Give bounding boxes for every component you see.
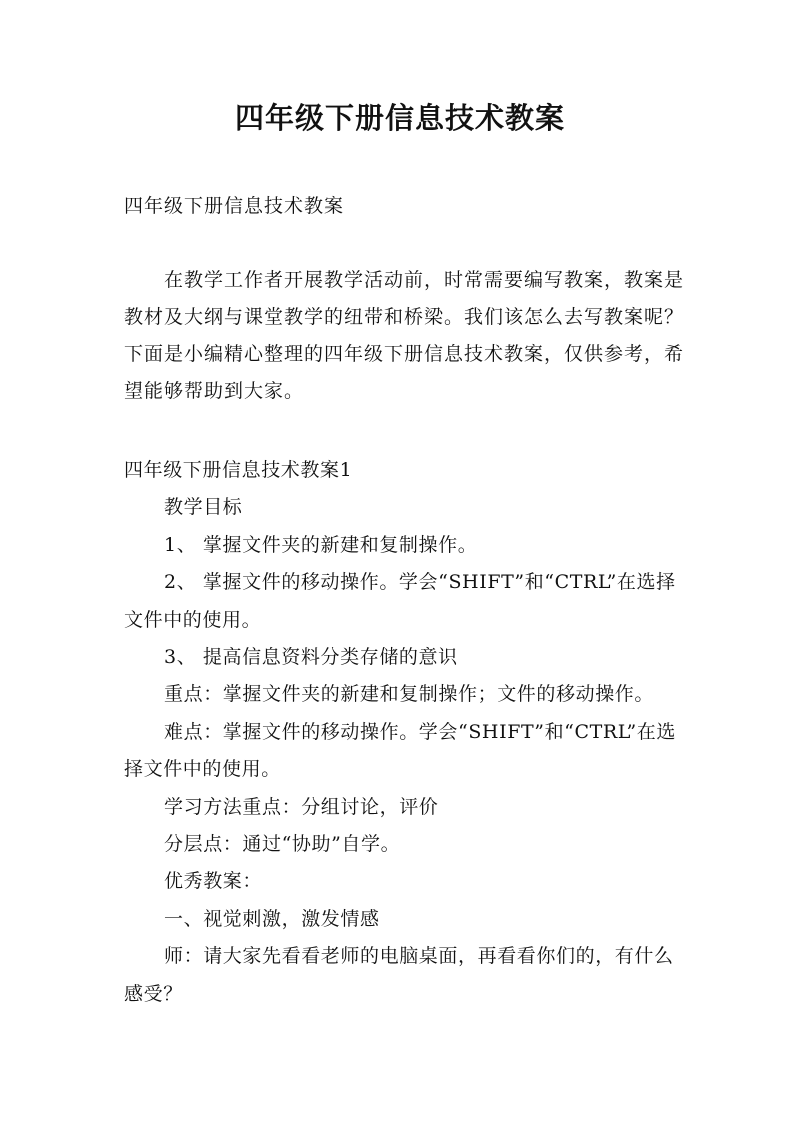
learning-method: 学习方法重点：分组讨论，评价: [164, 795, 439, 818]
lesson-body: [124, 452, 689, 1013]
goal-item-2: 2、 掌握文件的移动操作。学会“SHIFT”和“CTRL”在选择文件中的使用。: [124, 571, 676, 631]
goal-item-1: 1、 掌握文件夹的新建和复制操作。: [164, 533, 478, 556]
goal-item-3: 3、 提高信息资料分类存储的意识: [164, 646, 458, 669]
intro-paragraph: 在教学工作者开展教学活动前，时常需要编写教案，教案是教材及大纲与课堂教学的纽带和桥梁。我们该怎么去写教案呢？下面是小编精心整理的四年级下册信息技术教案，仅供参考，希望能够帮助到大家。: [124, 269, 685, 402]
layered-point: 分层点：通过“协助”自学。: [164, 833, 401, 856]
document-subtitle: 四年级下册信息技术教案: [124, 195, 345, 217]
teacher-question: 师：请大家先看看老师的电脑桌面，再看看你们的，有什么感受？: [124, 945, 674, 1005]
document-title: 四年级下册信息技术教案: [234, 101, 565, 135]
teaching-goals-heading: 教学目标: [164, 496, 243, 519]
step-one-heading: 一、视觉刺激，激发情感: [164, 907, 380, 930]
difficult-point: 难点：掌握文件的移动操作。学会“SHIFT”和“CTRL”在选择文件中的使用。: [124, 720, 676, 781]
section-heading: 四年级下册信息技术教案1: [124, 459, 353, 481]
key-point: 重点：掌握文件夹的新建和复制操作；文件的移动操作。: [164, 683, 655, 706]
excellent-plan-label: 优秀教案：: [164, 870, 263, 893]
